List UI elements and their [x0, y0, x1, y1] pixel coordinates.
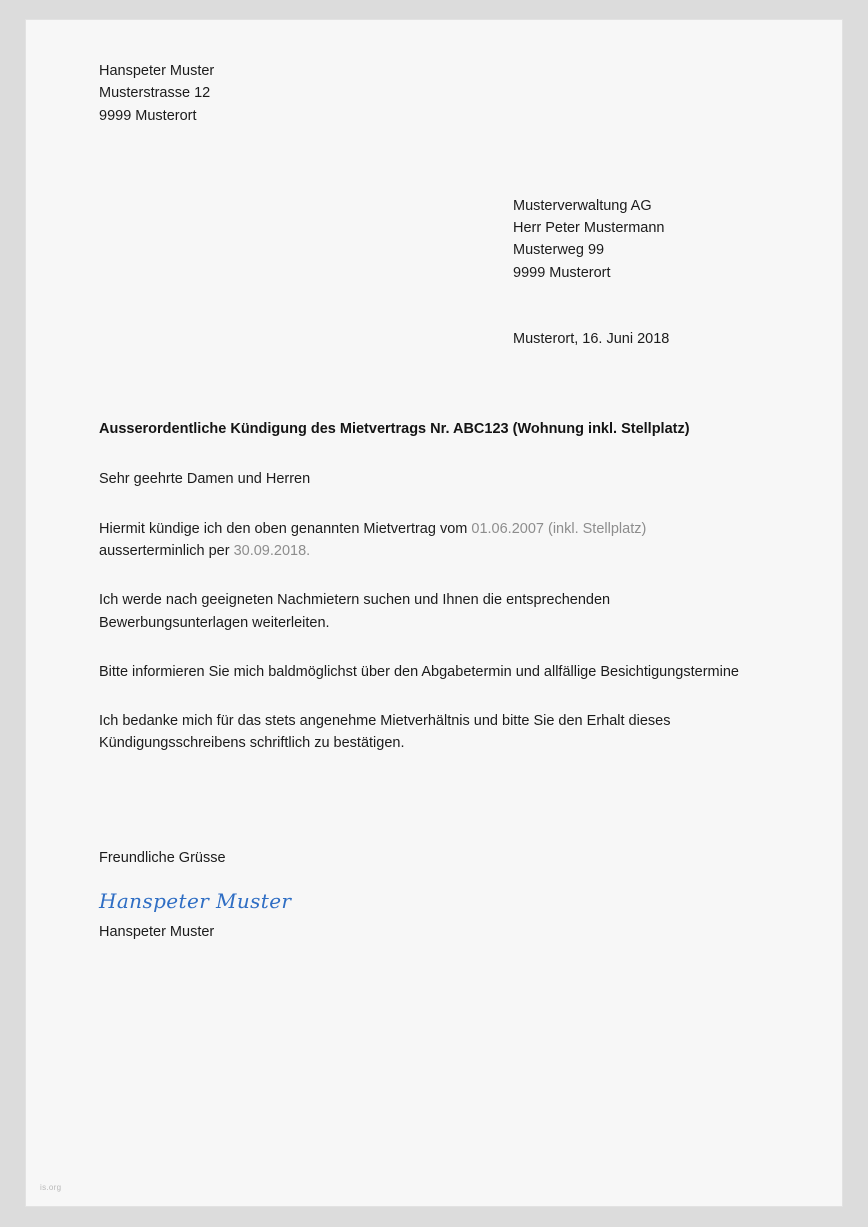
paragraph-thanks: Ich bedanke mich für das stets angenehme Mietverhältnis und bitte Sie den Erhalt dieses Kündigungsschreibens schriftlich zu bestätigen. — [99, 713, 671, 752]
signature-image: Hanspeter Muster — [99, 889, 292, 914]
recipient-street: Musterweg 99 — [513, 242, 605, 259]
letter-page — [26, 20, 842, 1206]
paragraph-successor-tenants: Ich werde nach geeigneten Nachmietern suchen und Ihnen die entsprechenden Bewerbungsunterlagen weiterleiten. — [99, 592, 611, 631]
paragraph-termination-part2: ausserterminlich per — [99, 542, 234, 559]
subject-line: Ausserordentliche Kündigung des Mietvertrags Nr. ABC123 (Wohnung inkl. Stellplatz) — [99, 421, 690, 438]
recipient-city: 9999 Musterort — [513, 264, 611, 281]
salutation: Sehr geehrte Damen und Herren — [99, 471, 311, 488]
paragraph-termination-part1: Hiermit kündige ich den oben genannten Mietvertrag vom — [99, 520, 472, 537]
closing-greeting: Freundliche Grüsse — [99, 849, 226, 866]
paragraph-handover-info: Bitte informieren Sie mich baldmöglichst über den Abgabetermin und allfällige Besichtigungstermine — [99, 663, 739, 680]
sender-address — [99, 60, 792, 127]
watermark-label: is.org — [40, 1183, 62, 1192]
sender-street: Musterstrasse 12 — [99, 85, 211, 102]
recipient-company: Musterverwaltung AG — [513, 197, 652, 214]
recipient-address — [513, 195, 792, 284]
sender-city: 9999 Musterort — [99, 107, 197, 124]
contract-start-date: 01.06.2007 (inkl. Stellplatz) — [471, 520, 647, 537]
letter-body — [99, 60, 792, 943]
termination-date: 30.09.2018. — [233, 542, 311, 559]
sender-name: Hanspeter Muster — [99, 63, 215, 79]
recipient-contact: Herr Peter Mustermann — [513, 220, 665, 237]
date-line: Musterort, 16. Juni 2018 — [513, 331, 670, 348]
signer-name: Hanspeter Muster — [99, 924, 215, 941]
paragraph-termination — [99, 518, 739, 563]
